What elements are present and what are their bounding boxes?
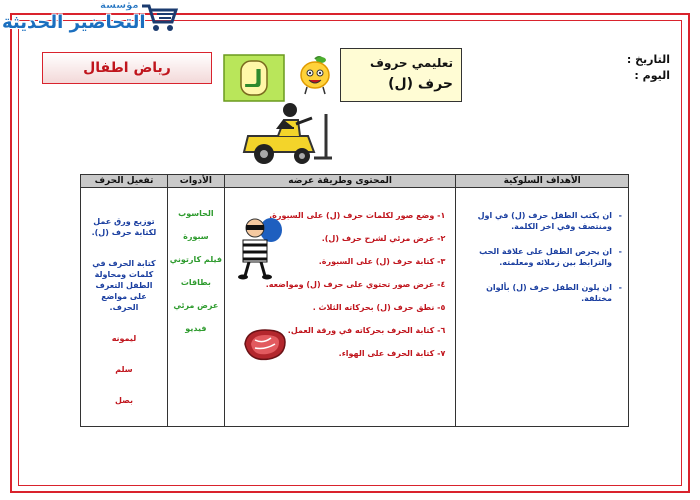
day-label: اليوم : — [634, 69, 670, 82]
steak-icon — [241, 326, 289, 364]
step-item: ٥- نطق حرف (ل) بحركاته الثلاث . — [312, 303, 446, 312]
content-cell — [224, 188, 455, 427]
activation-line2: كتابة الحرف في كلمات ومحاولة الطفل التعرف على مواضع الحرف. — [92, 259, 156, 312]
activation-word: سلم — [115, 365, 133, 374]
logo — [0, 0, 185, 42]
table-header-row — [81, 175, 629, 188]
lesson-title-line2: حرف (ل) — [388, 76, 453, 92]
goal-item: - ان يكتب الطفل حرف (ل) في اول ومنتصف وفي اخر الكلمة. — [460, 210, 622, 232]
tool-item: فيلم كارتوني — [169, 255, 222, 264]
activation-word: بصل — [114, 396, 133, 405]
step-item: ٦- كتابة الحرف بحركاته في ورقة العمل. — [287, 326, 446, 335]
lesson-title-box — [340, 48, 462, 102]
lemon-character-icon — [297, 55, 333, 95]
logo-small-text: مؤسسة — [100, 0, 139, 11]
activation-line1: توزيع ورق عمل لكتابة حرف (ل). — [91, 217, 157, 237]
lesson-title-line1: تعليمي حروف — [370, 56, 453, 70]
shopping-cart-icon — [140, 0, 180, 34]
logo-title: التحاضير الحديثة — [2, 12, 146, 33]
tool-item: سبورة — [183, 232, 209, 241]
step-item: ٣- كتابة حرف (ل) على السبورة. — [318, 257, 446, 266]
tool-item: عرض مرئي — [173, 301, 219, 310]
tools-list — [168, 208, 224, 334]
goal-item: - ان يحرص الطفل على علاقة الحب والترابط بين زملائه ومعلمته. — [460, 246, 622, 268]
activation-word: ليمونه — [111, 334, 137, 343]
tool-item: فيديو — [185, 324, 207, 333]
tool-item: بطاقات — [180, 278, 211, 287]
table-row — [81, 188, 629, 427]
goals-cell — [456, 188, 629, 427]
tools-cell — [167, 188, 224, 427]
header-activation: تفعيل الحرف — [81, 175, 168, 188]
step-item: ٤- عرض صور تحتوي على حرف (ل) ومواضعه. — [265, 280, 446, 289]
step-item: ٢- عرض مرئي لشرح حرف (ل). — [321, 234, 446, 243]
step-item: ١- وضع صور لكلمات حرف (ل) على السبورة. — [269, 211, 446, 220]
lesson-plan-table — [80, 174, 629, 427]
thief-cartoon-icon — [237, 216, 285, 280]
goals-list — [460, 210, 622, 304]
letter-card-text: لـ — [245, 65, 263, 93]
tool-item: الحاسوب — [178, 209, 214, 218]
header-tools: الأدوات — [167, 175, 224, 188]
letter-card-image — [223, 54, 285, 102]
activation-cell — [81, 188, 168, 427]
goal-item: - ان يلون الطفل حرف (ل) بألوان مختلفة. — [460, 282, 622, 304]
header-goals: الأهداف السلوكية — [456, 175, 629, 188]
date-label: التاريخ : — [626, 53, 670, 66]
kindergarten-label: رياض اطفال — [42, 52, 212, 84]
forklift-driver-icon — [238, 100, 334, 166]
step-item: ٧- كتابة الحرف على الهواء. — [338, 349, 446, 358]
date-block — [627, 52, 670, 84]
header-content: المحتوى وطريقة عرضه — [224, 175, 455, 188]
